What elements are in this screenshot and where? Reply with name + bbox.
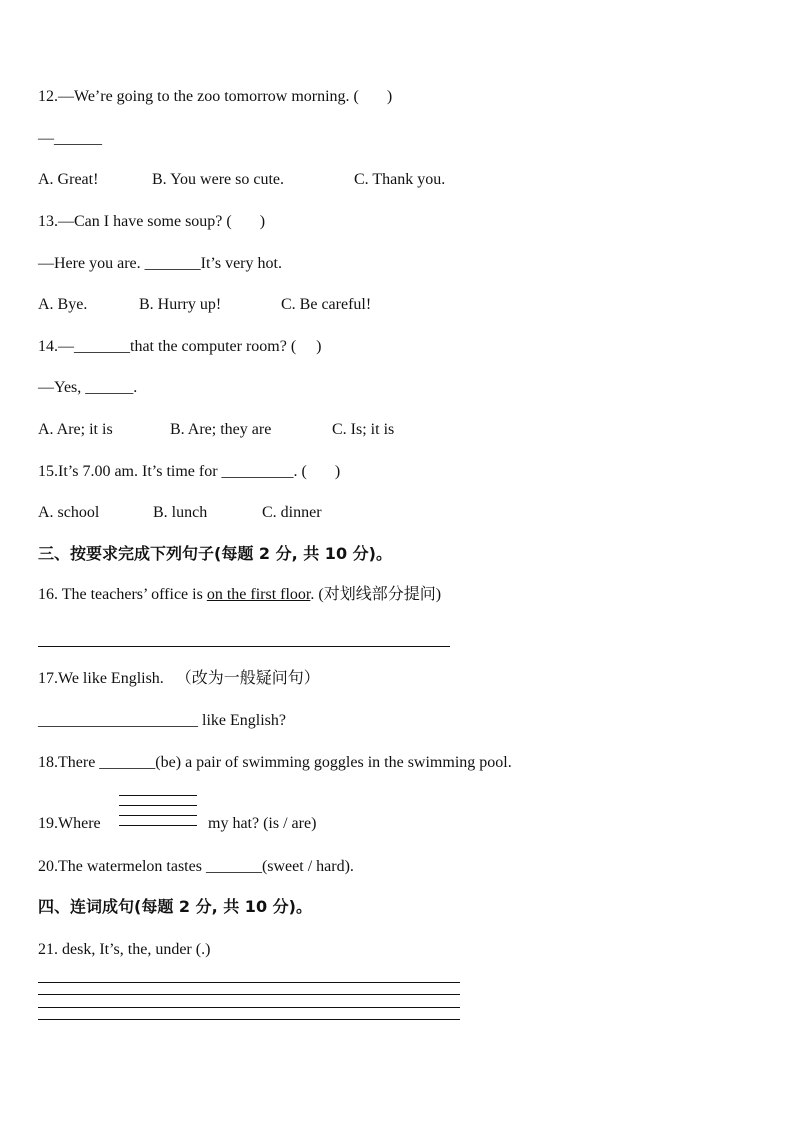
q21-stem: 21. desk, It’s, the, under (.) xyxy=(38,941,211,958)
q19-blank-line xyxy=(119,805,197,806)
q18-stem: 18.There _______(be) a pair of swimming goggles in the swimming pool. xyxy=(38,754,512,771)
q16-stem xyxy=(38,585,441,605)
section-4-title: 四、连词成句(每题 2 分, 共 10 分)。 xyxy=(38,897,312,916)
q13-stem: 13.—Can I have some soup? ( ) xyxy=(38,213,266,230)
q12-option-b: B. You were so cute. xyxy=(152,171,284,188)
q12-option-a: A. Great! xyxy=(38,171,99,188)
section-3-title: 三、按要求完成下列句子(每题 2 分, 共 10 分)。 xyxy=(38,544,392,563)
q12-option-c: C. Thank you. xyxy=(354,171,446,188)
q13-option-c: C. Be careful! xyxy=(281,296,372,313)
q15-option-c: C. dinner xyxy=(262,504,322,521)
q12-stem: 12.—We’re going to the zoo tomorrow morning. ( ) xyxy=(38,88,393,105)
q14-reply: —Yes, ______. xyxy=(38,379,138,396)
q14-option-b: B. Are; they are xyxy=(170,421,272,438)
q21-answer-line xyxy=(38,1007,460,1008)
q13-option-b: B. Hurry up! xyxy=(139,296,222,313)
q19-blank-line xyxy=(119,795,197,796)
q16-suffix: . (对划线部分提问) xyxy=(310,586,442,603)
q15-stem: 15.It’s 7.00 am. It’s time for _________. ( ) xyxy=(38,463,341,480)
q21-answer-line xyxy=(38,994,460,995)
q14-option-c: C. Is; it is xyxy=(332,421,395,438)
q15-option-a: A. school xyxy=(38,504,100,521)
q13-reply: —Here you are. _______It’s very hot. xyxy=(38,255,282,272)
q19-blank-line xyxy=(119,825,197,826)
q19-suffix: my hat? (is / are) xyxy=(208,815,317,832)
q12-answer-line: —______ xyxy=(38,130,102,147)
q16-answer-line xyxy=(38,646,450,647)
q14-stem: 14.—_______that the computer room? ( ) xyxy=(38,338,322,355)
q13-option-a: A. Bye. xyxy=(38,296,88,313)
q21-answer-line xyxy=(38,982,460,983)
q19-blank-line xyxy=(119,815,197,816)
q17-answer: ____________________ like English? xyxy=(38,712,286,729)
q16-prefix: 16. The teachers’ office is xyxy=(38,586,207,603)
q14-option-a: A. Are; it is xyxy=(38,421,113,438)
q20-stem: 20.The watermelon tastes _______(sweet / hard). xyxy=(38,858,354,875)
q15-option-b: B. lunch xyxy=(153,504,208,521)
q19-prefix: 19.Where xyxy=(38,815,101,832)
q17-stem: 17.We like English. （改为一般疑问句） xyxy=(38,670,320,687)
q21-answer-line xyxy=(38,1019,460,1020)
q16-underlined-phrase: on the first floor xyxy=(206,586,311,603)
